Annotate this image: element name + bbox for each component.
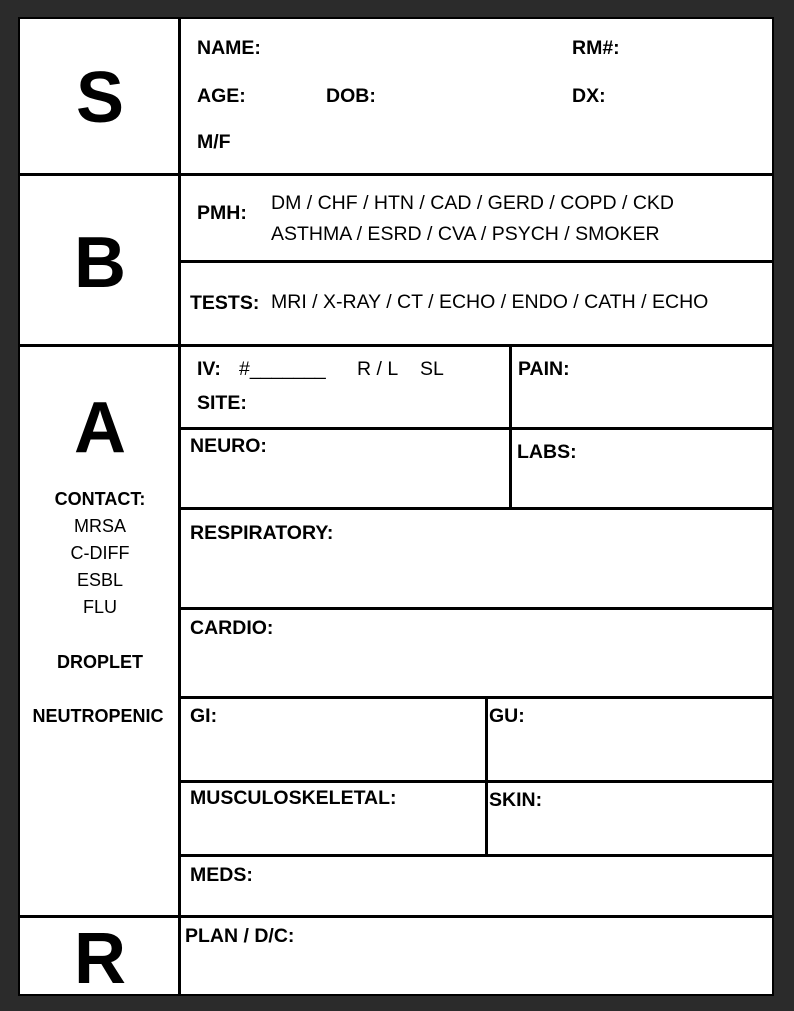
divider-iv-neuro xyxy=(180,427,772,430)
divider-pmh-tests xyxy=(180,260,772,263)
skin-label: SKIN: xyxy=(489,789,543,811)
pain-label: PAIN: xyxy=(518,358,570,380)
letter-r: R xyxy=(74,919,126,999)
contact-item-cdiff: C-DIFF xyxy=(70,543,130,563)
divider-s-b xyxy=(20,173,772,176)
pmh-label: PMH: xyxy=(197,202,247,224)
letter-b: B xyxy=(74,223,126,303)
iv-saline-lock: SL xyxy=(420,358,444,380)
divider-cardio-gi xyxy=(180,696,772,699)
divider-neuro-resp xyxy=(180,507,772,510)
divider-msk-meds xyxy=(180,854,772,857)
tests-label: TESTS: xyxy=(190,292,260,314)
name-label: NAME: xyxy=(197,37,261,59)
contact-item-esbl: ESBL xyxy=(76,570,124,590)
dob-label: DOB: xyxy=(326,85,376,107)
letter-s: S xyxy=(75,58,125,138)
neutropenic-precautions-label: NEUTROPENIC xyxy=(32,706,164,726)
divider-a-r xyxy=(20,915,772,918)
musculoskeletal-label: MUSCULOSKELETAL: xyxy=(190,787,397,809)
diagnosis-label: DX: xyxy=(572,85,606,107)
divider-gi-msk xyxy=(180,780,772,783)
tests-options: MRI / X-RAY / CT / ECHO / ENDO / CATH / ECHO xyxy=(271,291,709,313)
gu-label: GU: xyxy=(489,705,525,727)
pmh-options-line-1: DM / CHF / HTN / CAD / GERD / COPD / CKD xyxy=(271,192,675,214)
labs-label: LABS: xyxy=(517,441,577,463)
divider-b-a xyxy=(20,344,772,347)
divider-iv-pain xyxy=(509,345,512,509)
site-label: SITE: xyxy=(197,392,247,414)
respiratory-label: RESPIRATORY: xyxy=(190,522,334,544)
neuro-label: NEURO: xyxy=(190,435,267,457)
divider-gi-gu xyxy=(485,697,488,856)
plan-discharge-label: PLAN / D/C: xyxy=(185,925,295,947)
pmh-options-line-2: ASTHMA / ESRD / CVA / PSYCH / SMOKER xyxy=(271,223,660,245)
meds-label: MEDS: xyxy=(190,864,253,886)
gi-label: GI: xyxy=(190,705,218,727)
letter-a: A xyxy=(74,388,126,468)
divider-resp-cardio xyxy=(180,607,772,610)
contact-item-flu: FLU xyxy=(82,597,117,617)
sbar-report-sheet xyxy=(18,17,774,999)
iv-label: IV: xyxy=(197,358,221,380)
iv-gauge-blank: #_______ xyxy=(239,358,326,380)
iv-side: R / L xyxy=(357,358,399,380)
age-label: AGE: xyxy=(197,85,246,107)
cardio-label: CARDIO: xyxy=(190,617,274,639)
droplet-precautions-label: DROPLET xyxy=(56,652,143,672)
contact-item-mrsa: MRSA xyxy=(73,516,126,536)
contact-precautions-label: CONTACT: xyxy=(54,489,146,509)
room-number-label: RM#: xyxy=(572,37,620,59)
sex-label: M/F xyxy=(197,131,231,153)
